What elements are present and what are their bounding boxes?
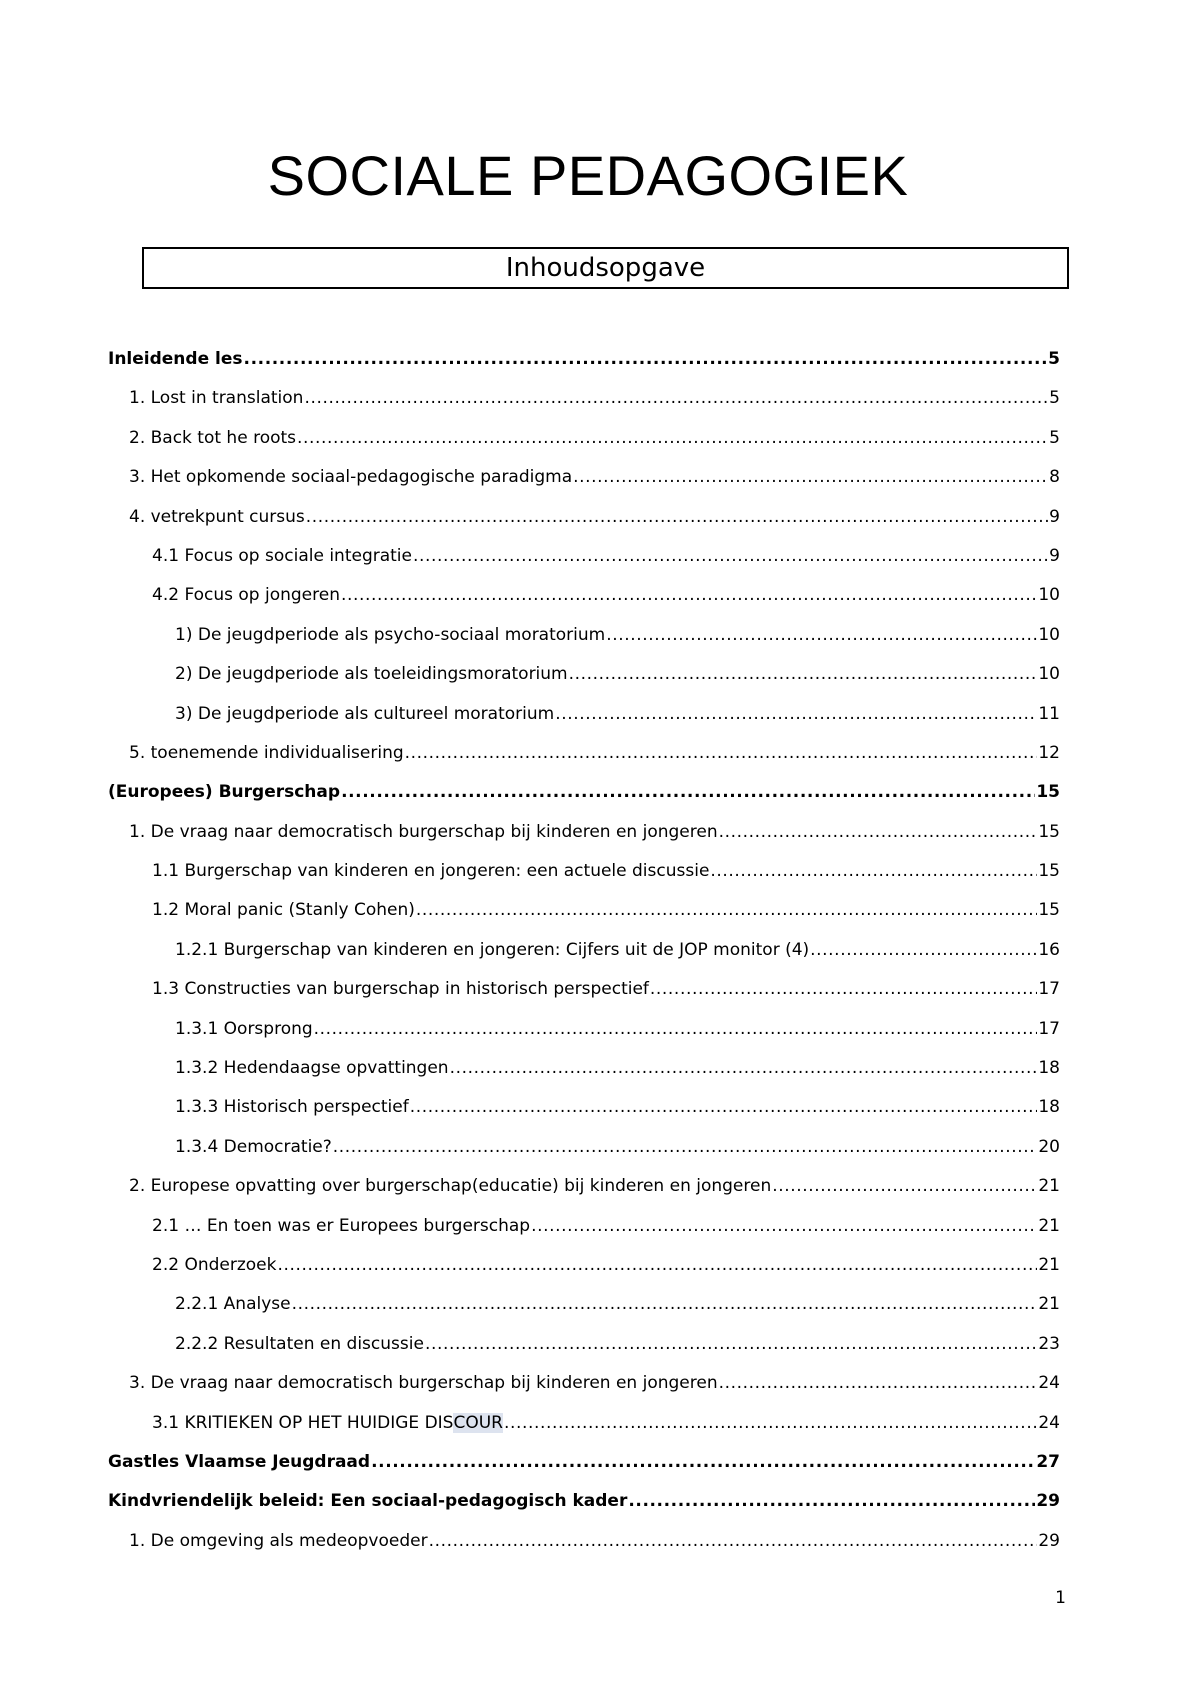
toc-dot-leader xyxy=(719,1364,1038,1403)
toc-entry-label: 2.2 Onderzoek xyxy=(152,1254,277,1275)
toc-dot-leader xyxy=(292,1285,1038,1324)
toc-entry[interactable] xyxy=(108,537,1060,576)
toc-entry-page: 10 xyxy=(1038,585,1060,606)
toc-dot-leader xyxy=(710,852,1037,891)
toc-entry-label: 3.1 KRITIEKEN OP HET HUIDIGE DISCOUR xyxy=(152,1412,503,1433)
toc-entry[interactable] xyxy=(108,419,1060,458)
toc-entry-label: 5. toenemende individualisering xyxy=(129,742,404,763)
toc-dot-leader xyxy=(719,813,1038,852)
toc-entry-page: 21 xyxy=(1038,1215,1060,1236)
toc-entry[interactable] xyxy=(108,576,1060,615)
toc-entry-label: 1.2.1 Burgerschap van kinderen en jongeren: Cijfers uit de JOP monitor (4) xyxy=(175,939,810,960)
toc-dot-leader xyxy=(504,1404,1037,1443)
toc-entry-page: 23 xyxy=(1038,1333,1060,1354)
toc-entry-page: 17 xyxy=(1038,1018,1060,1039)
toc-dot-leader xyxy=(650,970,1037,1009)
toc-entry-label: 2.1 … En toen was er Europees burgerschap xyxy=(152,1215,531,1236)
toc-entry-page: 21 xyxy=(1038,1294,1060,1315)
toc-entry-label: 4.2 Focus op jongeren xyxy=(152,585,340,606)
toc-entry-label: 4. vetrekpunt cursus xyxy=(129,506,305,527)
toc-dot-leader xyxy=(371,1443,1035,1482)
toc-entry-label: 1) De jeugdperiode als psycho-sociaal moratorium xyxy=(175,624,606,645)
toc-entry-page: 24 xyxy=(1038,1373,1060,1394)
toc-entry-label: 1.3.4 Democratie? xyxy=(175,1136,332,1157)
toc-dot-leader xyxy=(416,891,1037,930)
toc-entry-page: 17 xyxy=(1038,979,1060,1000)
toc-entry-label: 4.1 Focus op sociale integratie xyxy=(152,545,412,566)
toc-entry-label: 1. Lost in translation xyxy=(129,388,304,409)
toc-entry-label: 1.2 Moral panic (Stanly Cohen) xyxy=(152,900,415,921)
toc-dot-leader xyxy=(772,1167,1037,1206)
toc-entry-label: 2. Back tot he roots xyxy=(129,427,297,448)
toc-entry-label: 1. De vraag naar democratisch burgerschap bij kinderen en jongeren xyxy=(129,821,718,842)
toc-dot-leader xyxy=(277,1246,1037,1285)
toc-dot-leader xyxy=(606,616,1037,655)
toc-entry[interactable] xyxy=(108,1246,1060,1285)
toc-dot-leader xyxy=(413,537,1048,576)
toc-dot-leader xyxy=(628,1482,1035,1521)
document-title: SOCIALE PEDAGOGIEK xyxy=(267,144,909,207)
toc-entry-page: 15 xyxy=(1038,861,1060,882)
toc-entry[interactable] xyxy=(108,1482,1060,1521)
toc-entry[interactable] xyxy=(108,1167,1060,1206)
toc-entry-label: 2.2.1 Analyse xyxy=(175,1294,291,1315)
toc-entry-page: 16 xyxy=(1038,939,1060,960)
toc-entry-label: 1.3.3 Historisch perspectief xyxy=(175,1097,409,1118)
toc-dot-leader xyxy=(341,773,1035,812)
toc-entry-page: 21 xyxy=(1038,1254,1060,1275)
toc-entry-label: 1.3.1 Oorsprong xyxy=(175,1018,313,1039)
toc-entry-label: Kindvriendelijk beleid: Een sociaal-pedagogisch kader xyxy=(108,1491,628,1512)
toc-heading: Inhoudsopgave xyxy=(142,247,1069,289)
toc-entry-page: 10 xyxy=(1038,624,1060,645)
toc-entry[interactable] xyxy=(108,340,1060,379)
toc-entry-page: 9 xyxy=(1049,506,1060,527)
toc-entry-page: 12 xyxy=(1038,742,1060,763)
toc-entry[interactable] xyxy=(108,891,1060,930)
toc-dot-leader xyxy=(555,695,1037,734)
toc-dot-leader xyxy=(405,734,1038,773)
toc-entry[interactable] xyxy=(108,498,1060,537)
toc-entry[interactable] xyxy=(108,852,1060,891)
page-number: 1 xyxy=(1055,1588,1066,1608)
toc-entry[interactable] xyxy=(108,813,1060,852)
toc-entry-page: 24 xyxy=(1038,1412,1060,1433)
toc-entry[interactable] xyxy=(108,458,1060,497)
toc-entry-page: 8 xyxy=(1049,467,1060,488)
toc-entry[interactable] xyxy=(108,734,1060,773)
toc-entry[interactable] xyxy=(108,773,1060,812)
toc-dot-leader xyxy=(810,931,1037,970)
toc-entry[interactable] xyxy=(108,1325,1060,1364)
toc-entry-label: 2. Europese opvatting over burgerschap(educatie) bij kinderen en jongeren xyxy=(129,1176,772,1197)
toc-entry-label: 1.3.2 Hedendaagse opvattingen xyxy=(175,1058,449,1079)
toc-dot-leader xyxy=(333,1128,1038,1167)
toc-entry[interactable] xyxy=(108,379,1060,418)
toc-entry[interactable] xyxy=(108,1128,1060,1167)
toc-entry-label: Inleidende les xyxy=(108,349,243,369)
toc-entry[interactable] xyxy=(108,1049,1060,1088)
toc-entry-label: 1.3 Constructies van burgerschap in historisch perspectief xyxy=(152,979,649,1000)
toc-entry-label: 3) De jeugdperiode als cultureel moratorium xyxy=(175,703,555,724)
toc-entry-page: 5 xyxy=(1049,388,1060,409)
toc-entry[interactable] xyxy=(108,1207,1060,1246)
toc-dot-leader xyxy=(297,419,1048,458)
toc-entry-page: 11 xyxy=(1038,703,1060,724)
toc-dot-leader xyxy=(569,655,1038,694)
toc-entry-page: 9 xyxy=(1049,545,1060,566)
toc-entry[interactable] xyxy=(108,970,1060,1009)
toc-entry-page: 15 xyxy=(1038,900,1060,921)
toc-entry-page: 15 xyxy=(1036,782,1060,803)
text-selection-highlight: COUR xyxy=(453,1412,503,1433)
toc-entry-label: 3. De vraag naar democratisch burgerschap bij kinderen en jongeren xyxy=(129,1373,718,1394)
toc-dot-leader xyxy=(314,1010,1038,1049)
toc-entry-page: 29 xyxy=(1038,1530,1060,1551)
toc-entry-page: 5 xyxy=(1048,349,1060,369)
toc-entry-label: 1.1 Burgerschap van kinderen en jongeren: een actuele discussie xyxy=(152,861,710,882)
toc-entry[interactable] xyxy=(108,1404,1060,1443)
toc-entry[interactable] xyxy=(108,1285,1060,1324)
toc-entry-page: 10 xyxy=(1038,664,1060,685)
toc-entry-page: 21 xyxy=(1038,1176,1060,1197)
toc-entry-label: 2) De jeugdperiode als toeleidingsmoratorium xyxy=(175,664,568,685)
toc-entry-label: 1. De omgeving als medeopvoeder xyxy=(129,1530,428,1551)
toc-entry[interactable] xyxy=(108,695,1060,734)
toc-entry[interactable] xyxy=(108,1522,1060,1561)
toc-entry-page: 29 xyxy=(1036,1491,1060,1512)
toc-entry-label: 2.2.2 Resultaten en discussie xyxy=(175,1333,424,1354)
toc-entry-page: 15 xyxy=(1038,821,1060,842)
toc-entry-page: 20 xyxy=(1038,1136,1060,1157)
toc-dot-leader xyxy=(531,1207,1037,1246)
toc-entry-page: 27 xyxy=(1036,1451,1060,1472)
toc-entry[interactable] xyxy=(108,655,1060,694)
toc-dot-leader xyxy=(304,379,1048,418)
toc-dot-leader xyxy=(429,1522,1038,1561)
toc-entry[interactable] xyxy=(108,1088,1060,1127)
toc-dot-leader xyxy=(410,1088,1038,1127)
toc-dot-leader xyxy=(425,1325,1037,1364)
toc-entry-page: 18 xyxy=(1038,1097,1060,1118)
toc-entry-page: 5 xyxy=(1049,427,1060,448)
toc-entry[interactable] xyxy=(108,1443,1060,1482)
toc-dot-leader xyxy=(450,1049,1038,1088)
toc-entry[interactable] xyxy=(108,931,1060,970)
toc-entry-label: 3. Het opkomende sociaal-pedagogische paradigma xyxy=(129,467,573,488)
toc-dot-leader xyxy=(244,340,1048,379)
toc-entry-label: (Europees) Burgerschap xyxy=(108,782,341,803)
toc-entry-label: Gastles Vlaamse Jeugdraad xyxy=(108,1451,371,1472)
toc-dot-leader xyxy=(306,498,1048,537)
table-of-contents xyxy=(108,340,1060,1561)
toc-entry[interactable] xyxy=(108,1364,1060,1403)
toc-entry[interactable] xyxy=(108,1010,1060,1049)
toc-dot-leader xyxy=(573,458,1048,497)
toc-entry[interactable] xyxy=(108,616,1060,655)
toc-dot-leader xyxy=(341,576,1037,615)
toc-entry-page: 18 xyxy=(1038,1058,1060,1079)
